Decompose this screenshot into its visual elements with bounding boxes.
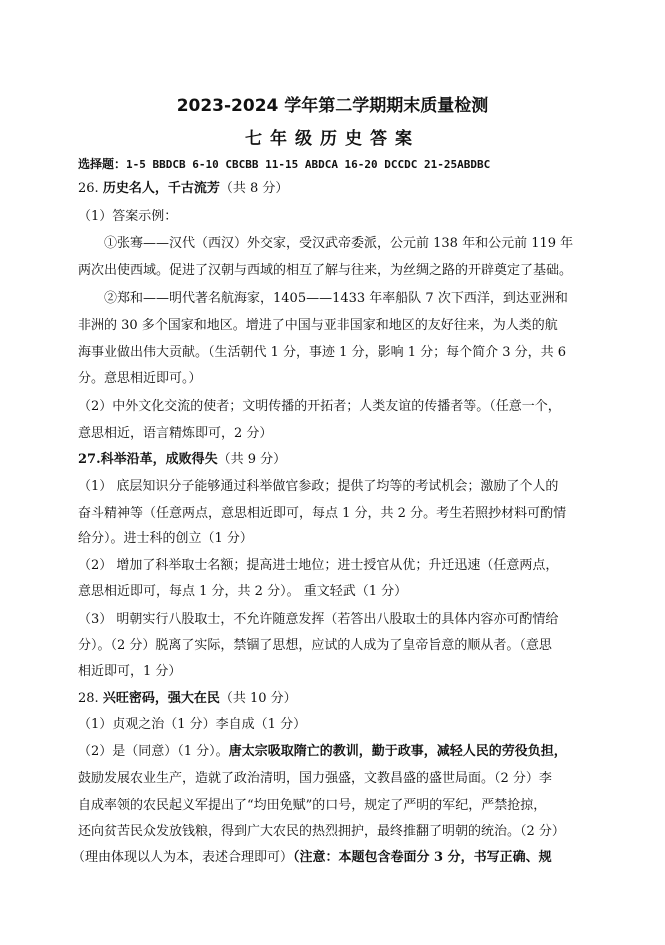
q28-attention-note: （注意：本题包含卷面分 3 分，书写正确、规 <box>293 850 552 865</box>
q27-part1-line1: （1） 底层知识分子能够通过科举做官参政；提供了均等的考试机会；激励了个人的 <box>78 479 559 494</box>
q28-part2-line2: 鼓励发展农业生产，造就了政治清明，国力强盛，文教昌盛的盛世局面。（2 分）李 <box>78 771 552 786</box>
q27-title: 科举沿革，成败得失 <box>100 452 218 467</box>
choice-answer-list: 1-5 BBDCB 6-10 CBCBB 11-15 ABDCA 16-20 DCCDC 21-25ABDBC <box>126 158 491 171</box>
q26-number: 26. <box>78 181 99 196</box>
q26-example1-line1: ①张骞——汉代（西汉）外交家，受汉武帝委派，公元前 138 年和公元前 119 年 <box>104 236 574 251</box>
q27-part2-line2: 意思相近即可，每点 1 分，共 2 分）。 重文轻武（1 分） <box>78 584 408 599</box>
q28-part1: （1）贞观之治（1 分）李自成（1 分） <box>78 717 307 732</box>
q27-part1-line3: 给分）。进士科的创立（1 分） <box>78 531 253 546</box>
page-subtitle: 七年级历史答案 <box>245 129 420 149</box>
q26-part2-line2: 意思相近，语言精炼即可，2 分） <box>78 426 273 441</box>
q26-example2-line4: 分。意思相近即可。） <box>78 371 202 386</box>
q27-heading <box>78 452 286 468</box>
q27-part3-line2: 分）。（2 分）脱离了实际，禁锢了思想，应试的人成为了皇帝旨意的顺从者。（意思 <box>78 638 552 653</box>
q26-example2-line2: 非洲的 30 多个国家和地区。增进了中国与亚非国家和地区的友好往来，为人类的航 <box>78 318 558 333</box>
q26-example2-line1: ②郑和——明代著名航海家，1405——1433 年率船队 7 次下西洋，到达亚洲和 <box>104 291 568 306</box>
q26-part2-line1: （2）中外文化交流的使者；文明传播的开拓者；人类友谊的传播者等。（任意一个， <box>78 399 561 414</box>
q27-part3-line3: 相近即可，1 分） <box>78 664 182 679</box>
q28-score: （共 10 分） <box>219 691 297 706</box>
q26-heading <box>78 181 288 197</box>
q28-part2-line5 <box>72 850 552 866</box>
q28-part2-answer: （2）是（同意）（1 分）。 <box>78 744 229 759</box>
q26-example2-line3: 海事业做出伟大贡献。（生活朝代 1 分，事迹 1 分，影响 1 分；每个简介 3 分，共 6 <box>78 345 567 360</box>
q27-number: 27. <box>78 452 101 467</box>
q26-title: 历史名人，千古流芳 <box>102 181 220 196</box>
choice-label: 选择题： <box>78 157 127 171</box>
q28-part2-reason-start: 唐太宗吸取隋亡的教训，勤于政事，减轻人民的劳役负担， <box>228 744 567 759</box>
q26-part1-label: （1）答案示例： <box>78 209 178 224</box>
q28-reason-note: （理由体现以人为本，表述合理即可） <box>72 850 294 865</box>
q27-score: （共 9 分） <box>217 452 287 467</box>
choice-answers-row <box>78 156 490 173</box>
q28-part2-line4: 还向贫苦民众发放钱粮，得到广大农民的热烈拥护，最终推翻了明朝的统治。（2 分） <box>78 824 565 839</box>
q28-part2-line3: 自成率领的农民起义军提出了“均田免赋”的口号，规定了严明的军纪，严禁抢掠， <box>78 798 547 813</box>
q28-number: 28. <box>78 691 99 706</box>
q26-example1-line2: 两次出使西域。促进了汉朝与西域的相互了解与往来，为丝绸之路的开辟奠定了基础。 <box>78 263 573 278</box>
q28-title: 兴旺密码，强大在民 <box>102 691 220 706</box>
q28-part2-line1 <box>78 744 567 760</box>
q27-part3-line1: （3） 明朝实行八股取士，不允许随意发挥（若答出八股取士的具体内容亦可酌情给 <box>78 612 559 627</box>
q26-score: （共 8 分） <box>219 181 289 196</box>
q27-part2-line1: （2） 增加了科举取士名额；提高进士地位；进士授官从优；升迁迅速（任意两点， <box>78 558 559 573</box>
q27-part1-line2: 奋斗精神等（任意两点，意思相近即可，每点 1 分，共 2 分。考生若照抄材料可酌情 <box>78 506 567 521</box>
page-title: 2023-2024 学年第二学期期末质量检测 <box>176 96 489 116</box>
q28-heading <box>78 691 297 707</box>
